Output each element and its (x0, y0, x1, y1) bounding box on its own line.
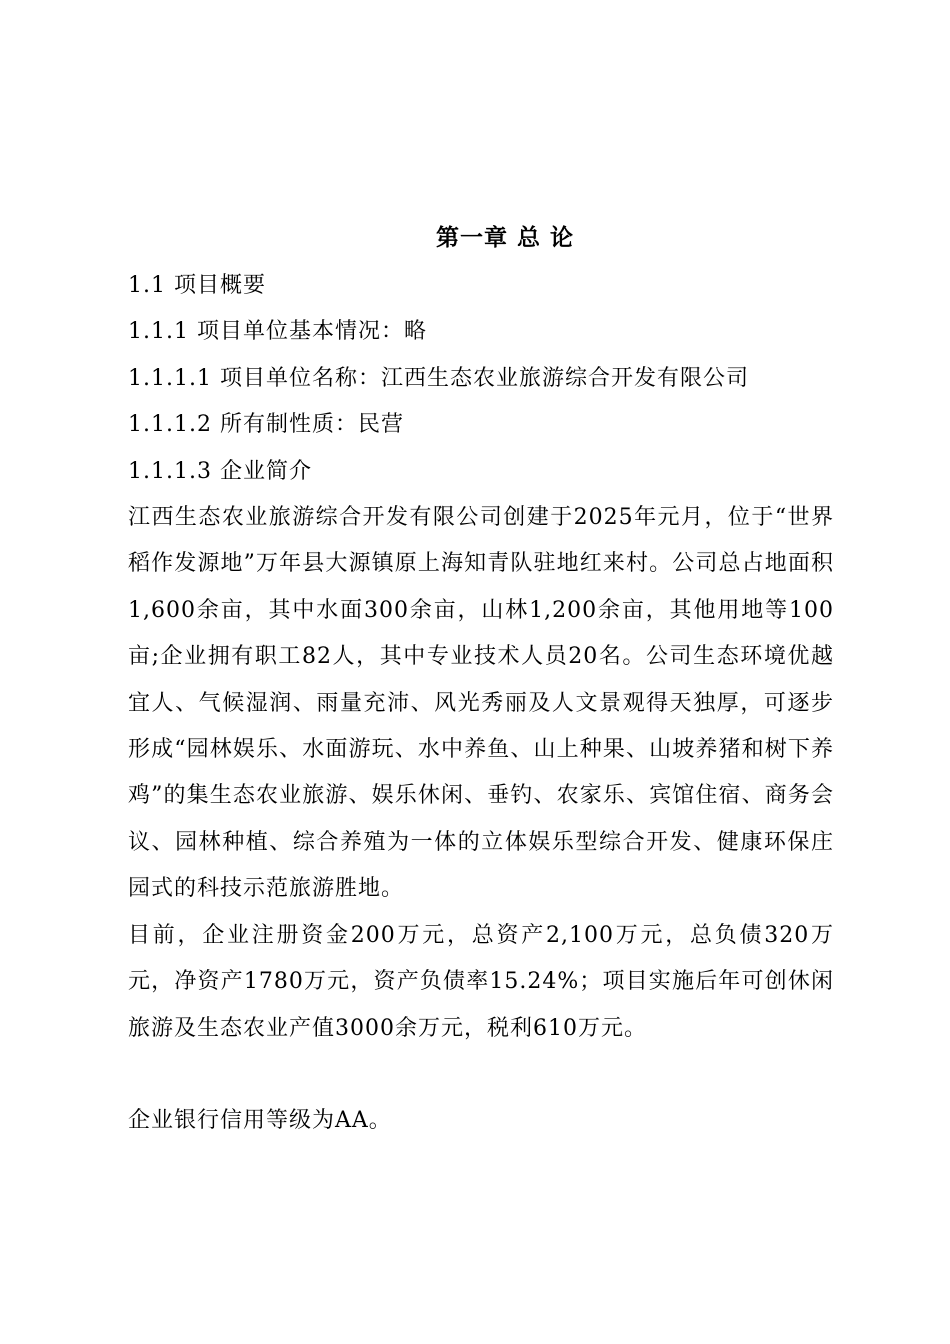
section-heading-1-1: 1.1 项目概要 (128, 273, 266, 298)
company-intro-paragraph: 江西生态农业旅游综合开发有限公司创建于2025年元月，位于“世界稻作发源地”万年县大源镇原上海知青队驻地红来村。公司总占地面积1,600余亩，其中水面300余亩，山林1,200余亩，其他用地等100亩;企业拥有职工82人，其中专业技术人员20名。公司生态环境优越宜人、气候湿润、雨量充沛、风光秀丽及人文景观得天独厚，可逐步形成“园林娱乐、水面游玩、水中养鱼、山上种果、山坡养猪和树下养鸡”的集生态农业旅游、娱乐休闲、垂钓、农家乐、宾馆住宿、商务会议、园林种植、综合养殖为一体的立体娱乐型综合开发、健康环保庄园式的科技示范旅游胜地。 (128, 505, 834, 902)
document-body (128, 263, 834, 1144)
chapter-title: 第一章 总 论 (435, 224, 574, 251)
credit-rating-paragraph: 企业银行信用等级为AA。 (128, 1107, 392, 1133)
financial-status-paragraph: 目前，企业注册资金200万元，总资产2,100万元，总负债320万元，净资产1780万元，资产负债率15.24%；项目实施后年可创休闲旅游及生态农业产值3000余万元，税利610万元。 (128, 922, 834, 1041)
section-heading-1-1-1-1: 1.1.1.1 项目单位名称：江西生态农业旅游综合开发有限公司 (128, 365, 749, 391)
section-heading-1-1-1-2: 1.1.1.2 所有制性质：民营 (128, 412, 404, 438)
section-heading-1-1-1-3: 1.1.1.3 企业简介 (128, 458, 312, 484)
section-heading-1-1-1: 1.1.1 项目单位基本情况：略 (128, 319, 427, 345)
